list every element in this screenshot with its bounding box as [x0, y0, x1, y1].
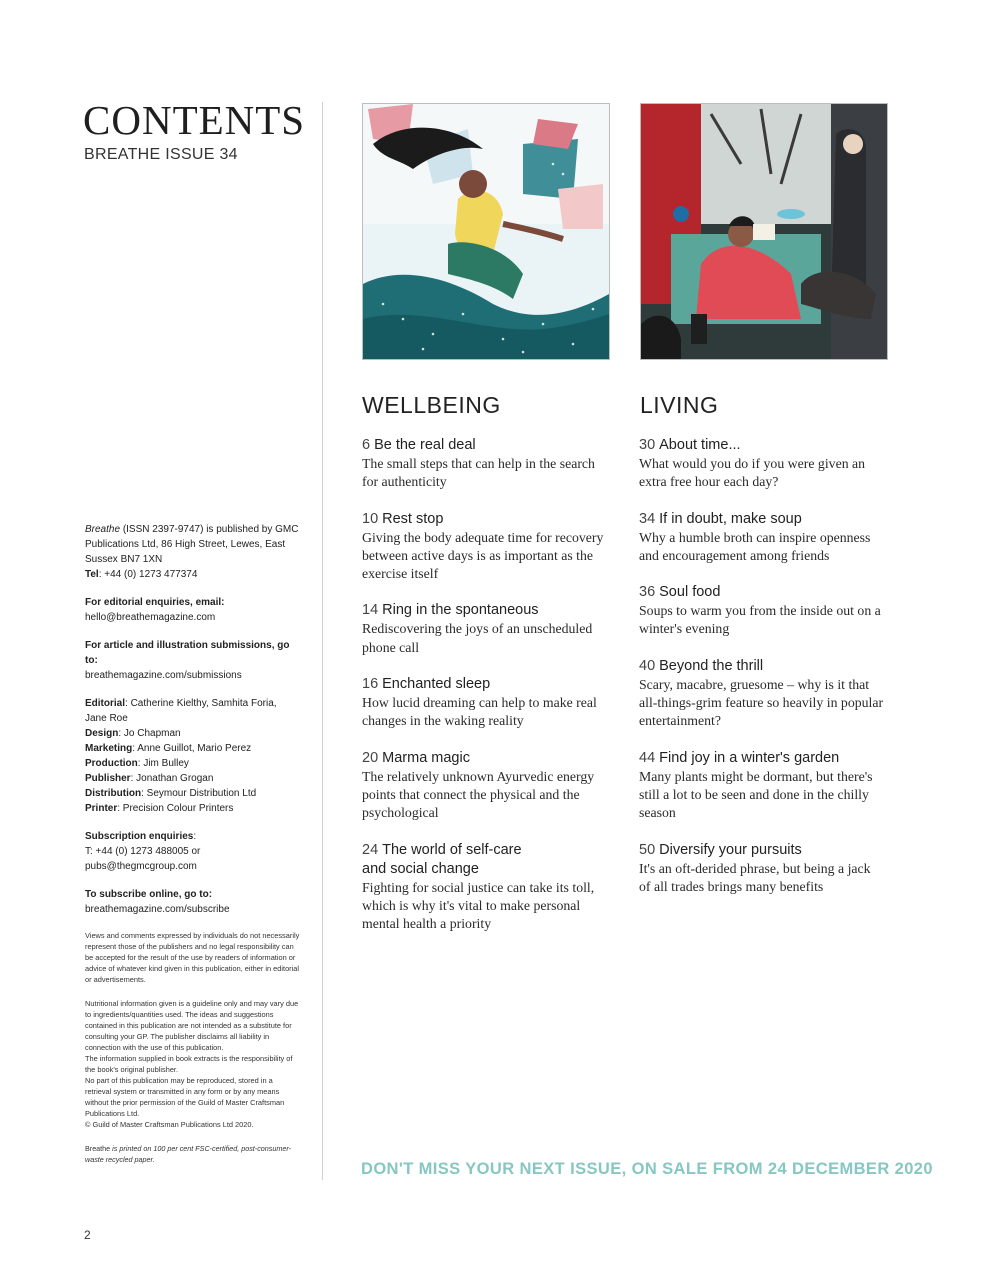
issue-label: BREATHE ISSUE 34	[84, 146, 238, 163]
next-issue-banner: DON'T MISS YOUR NEXT ISSUE, ON SALE FROM 24 DECEMBER 2020	[361, 1160, 933, 1178]
page-number: 40	[639, 657, 656, 674]
subscribe-online	[85, 887, 300, 917]
contents-entry[interactable]	[362, 436, 607, 492]
submissions-url[interactable]: breathemagazine.com/submissions	[85, 670, 242, 681]
living-illustration	[640, 103, 888, 360]
page-number: 14	[362, 602, 379, 619]
colophon	[85, 522, 300, 1178]
entry-title: If in doubt, make soup	[659, 510, 802, 527]
contents-entry[interactable]	[639, 583, 884, 639]
subscribe-online-url[interactable]: breathemagazine.com/subscribe	[85, 904, 230, 915]
contents-entry[interactable]	[639, 657, 884, 731]
subscription-label: Subscription enquiries	[85, 831, 194, 842]
wellbeing-illustration	[362, 103, 610, 360]
entry-description: Many plants might be dormant, but there's still a lot to be seen and done in the chilly season	[639, 768, 873, 821]
paper-note: Breathe is printed on 100 per cent FSC-certified, post-consumer-waste recycled paper.	[85, 1144, 292, 1164]
staff-item: Distribution: Seymour Distribution Ltd	[85, 788, 257, 799]
entry-description: Rediscovering the joys of an unscheduled phone call	[362, 621, 593, 655]
entry-title: Enchanted sleep	[382, 676, 491, 693]
contents-entry[interactable]	[362, 749, 607, 823]
publisher-name: Breathe	[85, 524, 121, 535]
contents-entry[interactable]	[639, 510, 884, 566]
page-number: 16	[362, 676, 379, 693]
entry-title: About time...	[659, 437, 741, 453]
section-wellbeing-heading: WELLBEING	[362, 392, 501, 418]
entry-description: Why a humble broth can inspire openness and encouragement among friends	[639, 529, 871, 563]
publisher-line: (ISSN 2397-9747) is published by GMC Publications Ltd, 86 High Street, Lewes, East Sussex BN7 1XN	[85, 524, 299, 565]
page-folio: 2	[84, 1228, 91, 1242]
submissions-info	[85, 638, 300, 683]
contents-entry[interactable]	[362, 601, 607, 657]
editorial-email[interactable]: hello@breathemagazine.com	[85, 612, 216, 623]
staff-item: Marketing: Anne Guillot, Mario Perez	[85, 743, 252, 754]
entry-title: Be the real deal	[374, 437, 476, 453]
page-number: 34	[639, 510, 656, 527]
page-number: 50	[639, 841, 656, 858]
editorial-label: For editorial enquiries, email:	[85, 597, 225, 608]
disclaimer-rights: No part of this publication may be reproduced, stored in a retrieval system or transmitted in any form or by any means without the prior permission of the Guild of Master Craftsman Publications Ltd.	[85, 1076, 285, 1118]
contents-entry[interactable]	[362, 841, 607, 934]
subscription-enquiries: Subscription enquiries: T: +44 (0) 1273 488005 or pubs@thegmcgroup.com	[85, 831, 201, 872]
entry-title: Soul food	[659, 584, 721, 601]
entry-description: Fighting for social justice can take its toll, which is why it's vital to make personal mental health a priority	[362, 879, 595, 932]
staff-item: Production: Jim Bulley	[85, 758, 189, 769]
submissions-label: For article and illustration submissions, go to:	[85, 640, 290, 666]
page-number: 24	[362, 841, 379, 858]
contents-entry[interactable]	[362, 510, 607, 584]
page-number: 44	[639, 749, 656, 766]
contents-entry[interactable]	[639, 749, 884, 823]
entry-description: The small steps that can help in the search for authenticity	[362, 456, 595, 490]
entry-description: The relatively unknown Ayurvedic energy points that connect the physical and the psychological	[362, 768, 595, 821]
contents-entry[interactable]	[639, 841, 884, 897]
living-list	[639, 436, 884, 914]
subscribe-online-label: To subscribe online, go to:	[85, 889, 213, 900]
page-number: 6	[362, 437, 371, 453]
disclaimer-extracts: The information supplied in book extracts is the responsibility of the book's original publisher.	[85, 1054, 293, 1074]
entry-description: Scary, macabre, gruesome – why is it that all-things-grim feature so heavily in popular entertainment?	[639, 676, 884, 729]
staff-item: Publisher: Jonathan Grogan	[85, 773, 214, 784]
editorial-enquiries	[85, 595, 300, 625]
page-number: 36	[639, 584, 656, 601]
entry-description: How lucid dreaming can help to make real changes in the waking reality	[362, 695, 597, 729]
entry-title: Ring in the spontaneous	[382, 602, 539, 619]
column-divider	[322, 102, 323, 1180]
copyright: © Guild of Master Craftsman Publications Ltd 2020.	[85, 1120, 254, 1129]
contents-entry[interactable]	[362, 675, 607, 731]
wellbeing-list	[362, 436, 607, 951]
publisher-info	[85, 522, 300, 582]
staff-item: Design: Jo Chapman	[85, 728, 181, 739]
entry-title: Rest stop	[382, 510, 444, 527]
tel-label: Tel	[85, 569, 99, 580]
entry-description: Giving the body adequate time for recovery between active days is as important as the exercise itself	[362, 529, 604, 582]
subscription-email[interactable]: pubs@thegmcgroup.com	[85, 861, 197, 872]
entry-description: What would you do if you were given an extra free hour each day?	[639, 456, 866, 490]
entry-title: Beyond the thrill	[659, 657, 764, 674]
page-title: CONTENTS	[83, 97, 306, 143]
subscription-phone: T: +44 (0) 1273 488005 or	[85, 846, 201, 857]
contents-entry[interactable]	[639, 436, 884, 492]
staff-item: Editorial: Catherine Kielthy, Samhita Foria, Jane Roe	[85, 698, 277, 724]
page-number: 20	[362, 749, 379, 766]
entry-title: Find joy in a winter's garden	[659, 749, 840, 766]
disclaimer-nutrition: Nutritional information given is a guideline only and may vary due to ingredients/quantities used. The ideas and suggestions contained in this publication are not intended as a substitute for consulting your GP. The publisher disclaims all liability in connection with the use of this publication.	[85, 999, 299, 1052]
section-living-heading: LIVING	[640, 392, 719, 418]
page-number: 30	[639, 437, 656, 453]
staff-list	[85, 696, 300, 816]
tel-value: : +44 (0) 1273 477374	[98, 569, 198, 580]
staff-item: Printer: Precision Colour Printers	[85, 803, 234, 814]
entry-title: Marma magic	[382, 749, 470, 766]
page-number: 10	[362, 510, 379, 527]
entry-title: Diversify your pursuits	[659, 841, 802, 858]
entry-description: Soups to warm you from the inside out on a winter's evening	[639, 603, 881, 637]
disclaimer-views: Views and comments expressed by individuals do not necessarily represent those of the publishers and no legal responsibility can be accepted for the result of the use by readers of information or advice of whatever kind given in this publication, either in editorial or advertisements.	[85, 931, 300, 984]
entry-title: The world of self-care and social change	[362, 841, 522, 877]
entry-description: It's an oft-derided phrase, but being a jack of all trades brings many benefits	[639, 860, 871, 894]
